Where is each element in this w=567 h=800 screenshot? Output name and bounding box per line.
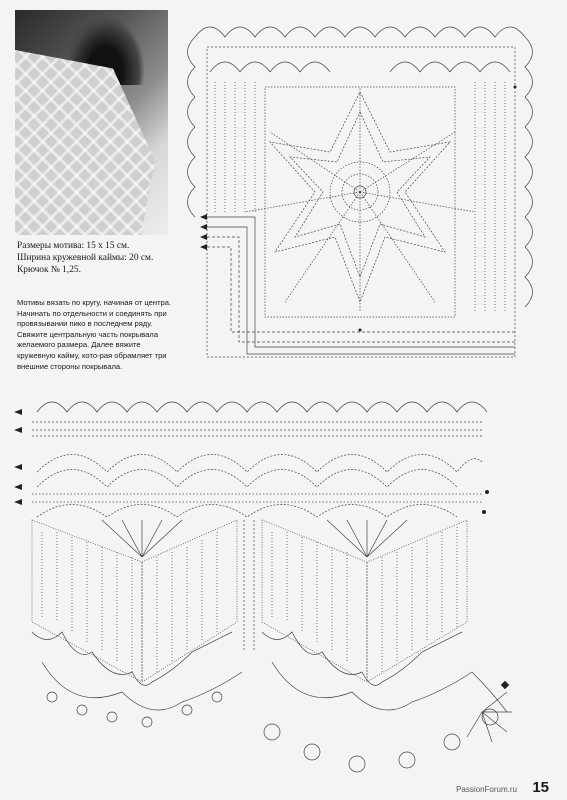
page-number: 15 [532,779,549,796]
hook-size-text: Крючок № 1,25. [17,265,81,275]
site-watermark: PassionForum.ru [456,785,517,794]
motif-size-text: Размеры мотива: 15 х 15 см. [17,241,130,251]
motif-diagram [185,12,540,362]
specs-block [17,240,187,276]
instructions-text: Мотивы вязать по кругу, начиная от центра. Начинать по отдельности и соединять при провязывании пико в последнем ряду. Свяжите центральную часть покрывала желаемого размера. Далее вяжите кружевную кайму, кото-рая обрамляет три внешние стороны покрывала. [17,298,172,371]
instructions-block [17,298,180,372]
shawl-photo [15,10,168,235]
border-diagram [12,392,532,792]
border-width-text: Ширина кружевной каймы: 20 см. [17,253,154,263]
